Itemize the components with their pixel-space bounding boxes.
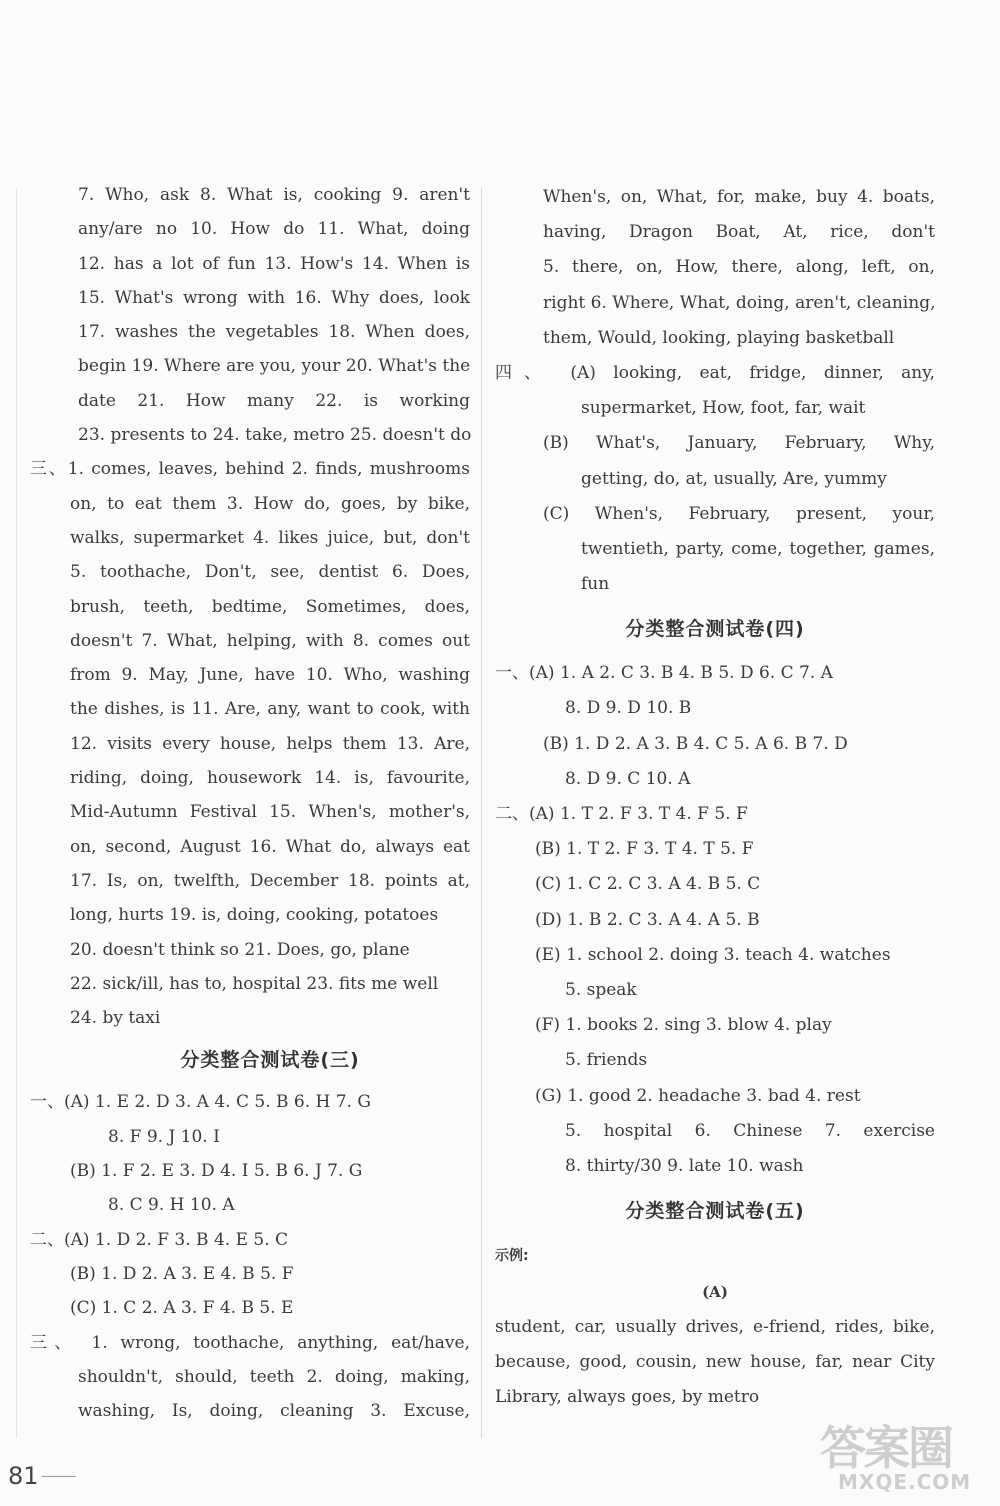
sub-section-label: (A): [702, 1283, 728, 1302]
answer-line: (B) 1. D 2. A 3. E 4. B 5. F: [70, 1263, 294, 1284]
answer-line: (G) 1. good 2. headache 3. bad 4. rest: [535, 1085, 861, 1106]
answer-line: walks, supermarket 4. likes juice, but, don't: [70, 527, 470, 548]
answer-line: 5. there, on, How, there, along, left, on,: [543, 257, 935, 278]
answer-line: fun: [581, 574, 610, 595]
answer-line: twentieth, party, come, together, games,: [581, 538, 935, 559]
left-margin-rule: [16, 188, 17, 1438]
watermark-logo: 答案圈: [820, 1421, 952, 1475]
answer-line: 5. speak: [565, 979, 637, 1000]
answer-line: 二、(A) 1. D 2. F 3. B 4. E 5. C: [30, 1229, 289, 1250]
answer-line: 12. visits every house, helps them 13. Are,: [70, 733, 470, 754]
answer-line: 12. has a lot of fun 13. How's 14. When is: [78, 253, 470, 274]
answer-line: date 21. How many 22. is working: [78, 390, 470, 411]
watermark: [820, 1412, 972, 1494]
answer-line: supermarket, How, foot, far, wait: [581, 398, 866, 419]
answer-line: (C) 1. C 2. A 3. F 4. B 5. E: [70, 1298, 294, 1319]
answer-line: on, second, August 16. What do, always eat: [70, 836, 470, 857]
answer-line: 20. doesn't think so 21. Does, go, plane: [70, 939, 410, 960]
answer-line: right 6. Where, What, doing, aren't, cleaning,: [543, 292, 936, 313]
answer-line: 二、(A) 1. T 2. F 3. T 4. F 5. F: [495, 804, 748, 824]
answer-line: (C) When's, February, present, your,: [543, 503, 935, 524]
answer-line: 24. by taxi: [70, 1008, 161, 1029]
answer-line: them, Would, looking, playing basketball: [543, 327, 895, 348]
example-label: 示例:: [495, 1248, 529, 1265]
answer-line: (C) 1. C 2. C 3. A 4. B 5. C: [535, 874, 761, 895]
page-number-dash: [42, 1476, 76, 1477]
section-heading: 分类整合测试卷(四): [625, 618, 805, 641]
answer-line: 5. hospital 6. Chinese 7. exercise: [565, 1120, 935, 1141]
section-heading: 分类整合测试卷(五): [625, 1200, 805, 1223]
answer-line: (B) 1. T 2. F 3. T 4. T 5. F: [535, 839, 754, 860]
answer-line: Mid-Autumn Festival 15. When's, mother's,: [70, 802, 470, 823]
answer-line: doesn't 7. What, helping, with 8. comes out: [70, 630, 470, 651]
section-heading: 分类整合测试卷(三): [180, 1049, 360, 1072]
watermark-url: MXQE.COM: [838, 1470, 972, 1494]
answer-line: 8. thirty/30 9. late 10. wash: [565, 1155, 804, 1176]
answer-line: having, Dragon Boat, At, rice, don't: [543, 222, 935, 243]
answer-line: from 9. May, June, have 10. Who, washing: [70, 665, 470, 686]
answer-line: on, to eat them 3. How do, goes, by bike,: [70, 493, 470, 514]
answer-line: 5. toothache, Don't, see, dentist 6. Does,: [70, 562, 470, 583]
answer-line: (B) What's, January, February, Why,: [543, 433, 935, 454]
answer-line: 一、(A) 1. E 2. D 3. A 4. C 5. B 6. H 7. G: [30, 1092, 371, 1113]
answer-line: 23. presents to 24. take, metro 25. doesn't do: [78, 425, 472, 446]
answer-line: 17. washes the vegetables 18. When does,: [78, 322, 470, 343]
answer-line: any/are no 10. How do 11. What, doing: [78, 219, 470, 240]
answer-line: riding, doing, housework 14. is, favourite,: [70, 768, 470, 789]
answer-line: 8. F 9. J 10. I: [108, 1126, 220, 1147]
answer-line: 5. friends: [565, 1050, 648, 1071]
answer-line: 8. D 9. D 10. B: [565, 698, 692, 719]
answer-line: washing, Is, doing, cleaning 3. Excuse,: [78, 1401, 470, 1422]
answer-line: begin 19. Where are you, your 20. What's the: [78, 356, 471, 377]
answer-line: (B) 1. D 2. A 3. B 4. C 5. A 6. B 7. D: [543, 733, 848, 754]
answer-line: getting, do, at, usually, Are, yummy: [581, 468, 887, 489]
answer-line: 17. Is, on, twelfth, December 18. points at,: [70, 870, 470, 891]
answer-line: When's, on, What, for, make, buy 4. boats,: [543, 187, 935, 207]
answer-line: 四、 (A) looking, eat, fridge, dinner, any,: [495, 362, 935, 383]
answer-line: 三、1. comes, leaves, behind 2. finds, mushrooms: [30, 459, 470, 480]
answer-line: long, hurts 19. is, doing, cooking, potatoes: [70, 905, 439, 926]
right-column: [495, 180, 935, 1416]
answer-line: 15. What's wrong with 16. Why does, look: [78, 287, 470, 308]
answer-line: 8. D 9. C 10. A: [565, 768, 691, 789]
answer-line: 一、(A) 1. A 2. C 3. B 4. B 5. D 6. C 7. A: [495, 663, 833, 684]
column-divider: [481, 188, 482, 1438]
answer-line: the dishes, is 11. Are, any, want to cook, with: [70, 699, 470, 720]
answer-line: (D) 1. B 2. C 3. A 4. A 5. B: [535, 909, 760, 930]
answer-line: brush, teeth, bedtime, Sometimes, does,: [70, 596, 470, 617]
answer-line: 三、 1. wrong, toothache, anything, eat/have,: [30, 1332, 470, 1353]
answer-line: because, good, cousin, new house, far, near City: [495, 1352, 935, 1373]
answer-line: 22. sick/ill, has to, hospital 23. fits me well: [70, 973, 439, 994]
answer-line: Library, always goes, by metro: [495, 1387, 760, 1408]
answer-line: 7. Who, ask 8. What is, cooking 9. aren't: [78, 185, 470, 205]
answer-line: (B) 1. F 2. E 3. D 4. I 5. B 6. J 7. G: [70, 1161, 363, 1182]
answer-line: (F) 1. books 2. sing 3. blow 4. play: [535, 1015, 832, 1036]
page-number: 81: [8, 1462, 39, 1490]
left-column: [30, 178, 470, 1428]
answer-line: shouldn't, should, teeth 2. doing, making,: [78, 1366, 470, 1387]
answer-line: (E) 1. school 2. doing 3. teach 4. watches: [535, 944, 891, 965]
answer-line: 8. C 9. H 10. A: [108, 1195, 235, 1216]
answer-line: student, car, usually drives, e-friend, rides, bike,: [495, 1317, 935, 1338]
